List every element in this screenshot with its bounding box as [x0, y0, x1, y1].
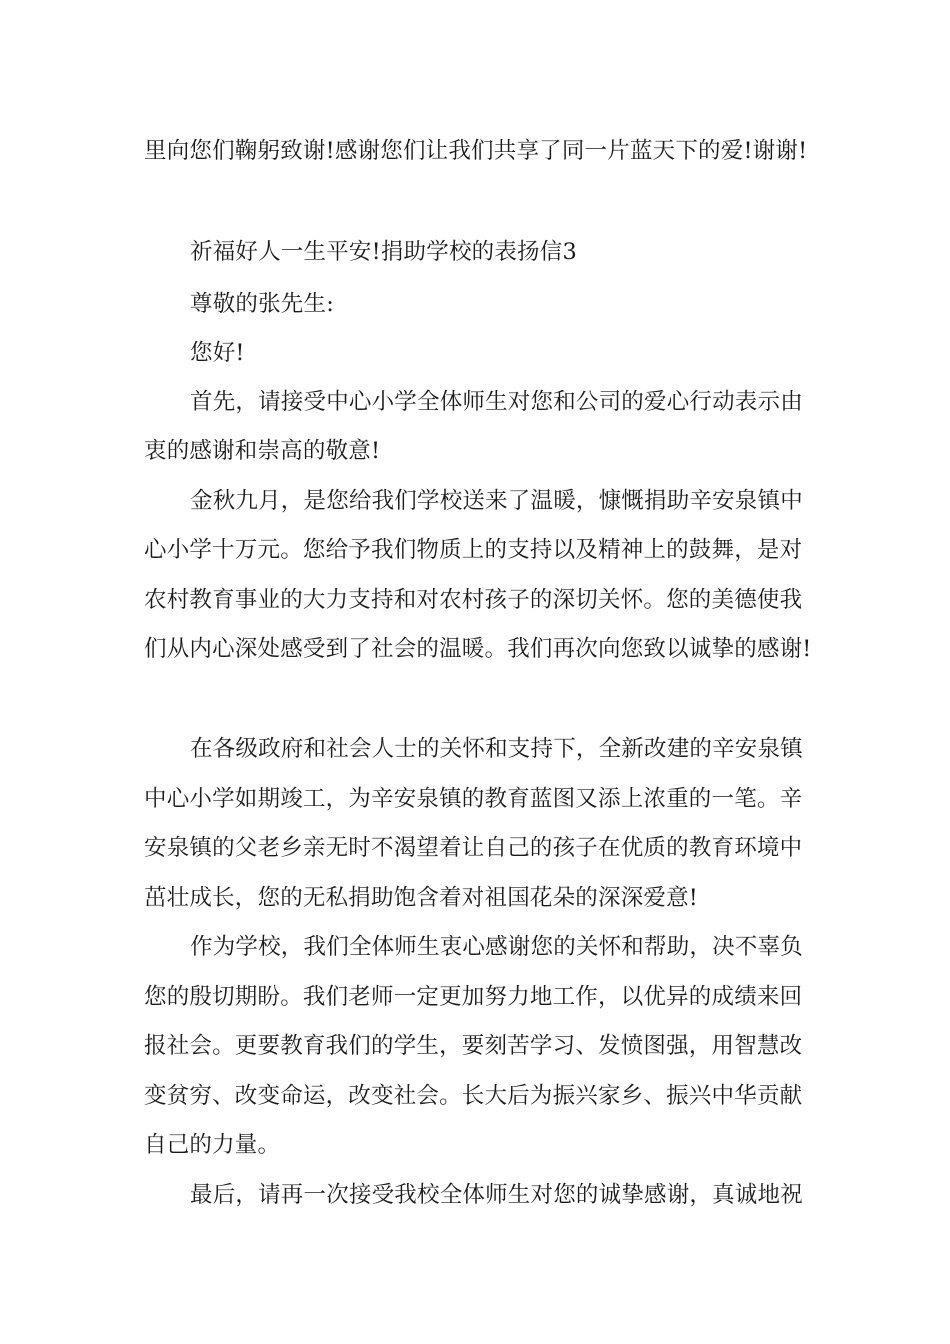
paragraph-line: 中心小学如期竣工，为辛安泉镇的教育蓝图又添上浓重的一笔。辛 [144, 786, 803, 812]
paragraph-line: 变贫穷、改变命运，改变社会。长大后为振兴家乡、振兴中华贡献 [144, 1083, 803, 1109]
paragraph-line: 报社会。更要教育我们的学生，要刻苦学习、发愤图强，用智慧改 [144, 1033, 803, 1059]
paragraph-line: 心小学十万元。您给予我们物质上的支持以及精神上的鼓舞，是对 [144, 537, 803, 563]
letter-title: 祈福好人一生平安!捐助学校的表扬信3 [190, 239, 577, 265]
salutation: 尊敬的张先生: [190, 291, 334, 317]
paragraph-line: 最后，请再一次接受我校全体师生对您的诚挚感谢，真诚地祝 [190, 1182, 803, 1208]
paragraph-line: 作为学校，我们全体师生衷心感谢您的关怀和帮助，决不辜负 [190, 934, 803, 960]
paragraph-line: 自己的力量。 [144, 1132, 281, 1158]
paragraph-line: 首先，请接受中心小学全体师生对您和公司的爱心行动表示由 [190, 389, 803, 415]
paragraph-line: 安泉镇的父老乡亲无时不渴望着让自己的孩子在优质的教育环境中 [144, 835, 803, 861]
greeting: 您好! [190, 340, 245, 366]
paragraph-line: 们从内心深处感受到了社会的温暖。我们再次向您致以诚挚的感谢! [144, 636, 812, 662]
paragraph-line: 衷的感谢和崇高的敬意! [144, 438, 381, 464]
text-line: 里向您们鞠躬致谢!感谢您们让我们共享了同一片蓝天下的爱!谢谢! [144, 138, 808, 164]
paragraph-line: 农村教育事业的大力支持和对农村孩子的深切关怀。您的美德使我 [144, 587, 803, 613]
paragraph-line: 在各级政府和社会人士的关怀和支持下，全新改建的辛安泉镇 [190, 736, 803, 762]
paragraph-line: 金秋九月，是您给我们学校送来了温暖，慷慨捐助辛安泉镇中 [190, 488, 803, 514]
paragraph-line: 您的殷切期盼。我们老师一定更加努力地工作，以优异的成绩来回 [144, 984, 803, 1010]
paragraph-line: 茁壮成长，您的无私捐助饱含着对祖国花朵的深深爱意! [144, 885, 699, 911]
